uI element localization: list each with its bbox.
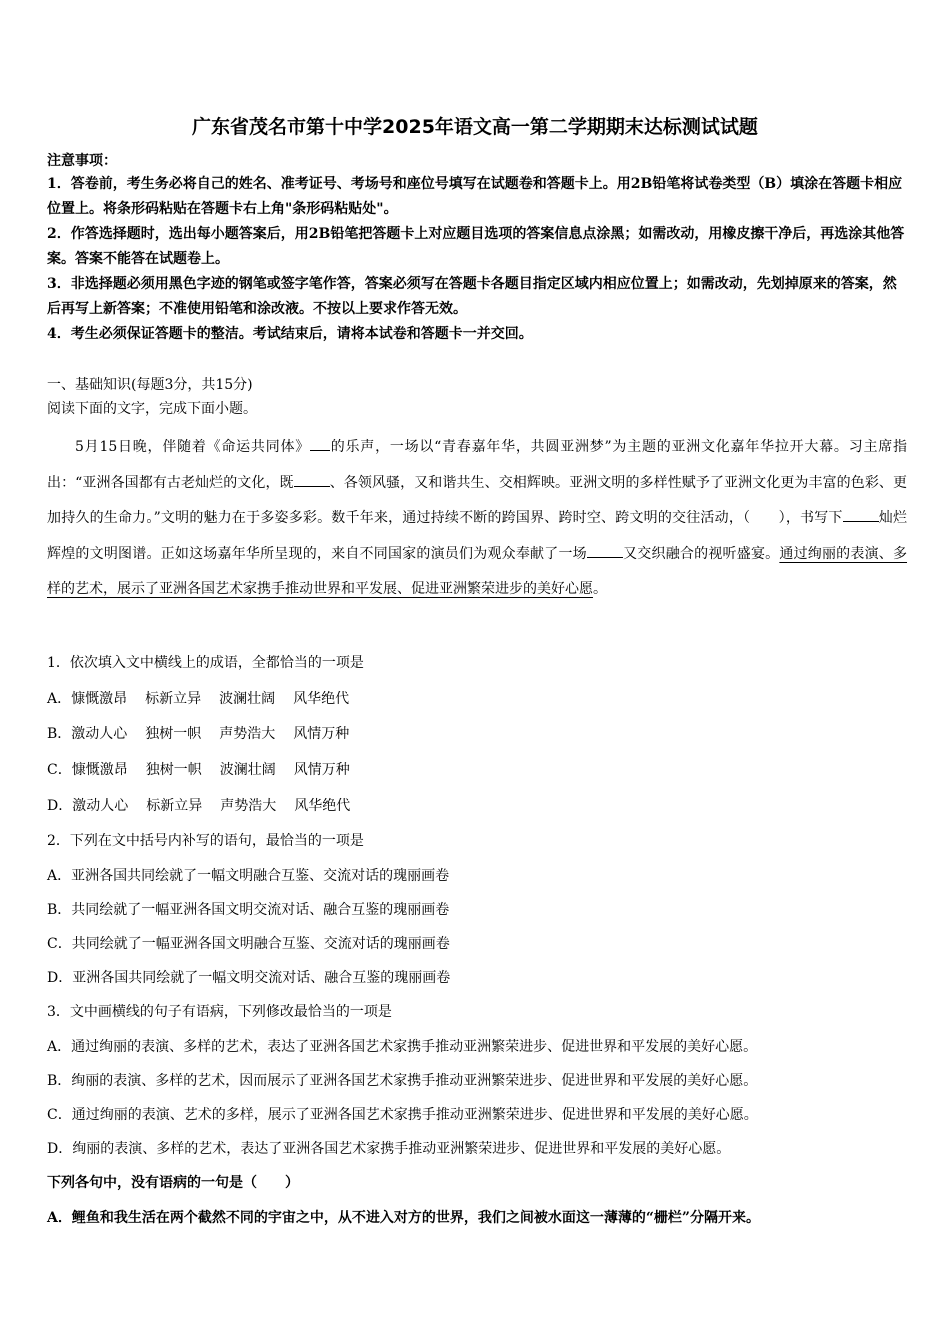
notice-item-3: 3．非选择题必须用黑色字迹的钢笔或签字笔作答，答案必须写在答题卡各题目指定区域内相应位置上；如需改动，先划掉原来的答案，然后再写上新答案；不准使用铅笔和涂改液。不按以上要求作答无效。 [47,276,897,317]
notice-item-1: 1．答卷前，考生务必将自己的姓名、准考证号、考场号和座位号填写在试题卷和答题卡上。用2B铅笔将试卷类型（B）填涂在答题卡相应位置上。将条形码粘贴在答题卡右上角"条形码粘贴处"。 [47,176,903,217]
option-word: 激动人心 [71,726,128,742]
q2-option-a: A．亚洲各国共同绘就了一幅文明融合互鉴、交流对话的瑰丽画卷 [47,868,450,884]
q3-option-d: D．绚丽的表演、多样的艺术，表达了亚洲各国艺术家携手推动亚洲繁荣进步、促进世界和平发展的美好心愿。 [47,1141,731,1157]
q1-option-c [47,759,368,781]
option-word: 风华绝代 [294,798,351,814]
q1-option-a [47,688,367,710]
section-heading: 一、基础知识(每题3分，共15分) [47,377,253,393]
option-word: 独树一帜 [145,762,202,778]
page-title: 广东省茂名市第十中学2025年语文高一第二学期期末达标测试试题 [192,116,758,138]
passage-part-1: 5月15日晚，伴随着《命运共同体》 [75,439,310,455]
q1-stem: 1．依次填入文中横线上的成语，全都恰当的一项是 [47,655,364,671]
option-word: 声势浩大 [220,798,277,814]
blank-1 [310,434,330,451]
q3-option-c: C．通过绚丽的表演、艺术的多样，展示了亚洲各国艺术家携手推动亚洲繁荣进步、促进世界和平发展的美好心愿。 [47,1107,758,1123]
blank-2 [294,470,330,487]
q4-stem: 下列各句中，没有语病的一句是（ ） [47,1175,299,1191]
notice-item-2: 2．作答选择题时，选出每小题答案后，用2B铅笔把答题卡上对应题目选项的答案信息点涂黑；如需改动，用橡皮擦干净后，再选涂其他答案。答案不能答在试题卷上。 [47,226,905,267]
q2-option-c: C．共同绘就了一幅亚洲各国文明融合互鉴、交流对话的瑰丽画卷 [47,936,450,952]
passage-part-3: 、各领风骚，又和谐共生、交相辉映。亚洲文明的多样性赋予了亚洲文化更为丰富的色彩、更加持久的生命力。”文明的魅力在于多姿多彩。数千年来，通过持续不断的跨国界、跨时空、跨文明的交往活动，（ ），书写下 [47,474,908,527]
option-label: B． [47,726,72,742]
passage-part-5: 又交织融合的视听盛宴。 [622,545,780,562]
option-label: C． [47,762,72,778]
q1-option-d [47,795,368,817]
q2-stem: 2．下列在文中括号内补写的语句，最恰当的一项是 [47,833,364,849]
reading-passage [47,430,907,608]
option-label: D． [47,798,73,814]
option-word: 标新立异 [146,798,203,814]
underlined-sentence: 通过绚丽的表演、多样的艺术，展示了亚洲各国艺术家携手推动世界和平发展、促进亚洲繁荣进步的美好心愿 [47,545,908,598]
q2-option-b: B．共同绘就了一幅亚洲各国文明交流对话、融合互鉴的瑰丽画卷 [47,902,450,918]
section-intro: 阅读下面的文字，完成下面小题。 [47,401,257,417]
blank-3 [843,505,879,522]
option-word: 声势浩大 [219,726,276,742]
option-word: 慷慨激昂 [71,762,128,778]
q4-option-a: A．鲤鱼和我生活在两个截然不同的宇宙之中，从不进入对方的世界，我们之间被水面这一薄薄的“栅栏”分隔开来。 [47,1210,760,1226]
option-word: 风情万种 [293,726,350,742]
notice-heading: 注意事项： [47,153,117,169]
q3-option-b: B．绚丽的表演、多样的艺术，因而展示了亚洲各国艺术家携手推动亚洲繁荣进步、促进世界和平发展的美好心愿。 [47,1073,758,1089]
option-word: 慷慨激昂 [71,691,128,707]
q3-option-a: A．通过绚丽的表演、多样的艺术，表达了亚洲各国艺术家携手推动亚洲繁荣进步、促进世界和平发展的美好心愿。 [47,1039,758,1055]
option-word: 风华绝代 [293,691,350,707]
option-word: 风情万种 [293,762,350,778]
option-word: 波澜壮阔 [219,762,276,778]
option-word: 波澜壮阔 [219,691,276,707]
passage-end: 。 [593,581,607,598]
option-word: 独树一帜 [145,726,202,742]
q1-option-b [47,723,367,745]
option-label: A． [47,691,72,707]
q3-stem: 3．文中画横线的句子有语病，下列修改最恰当的一项是 [47,1004,392,1020]
passage-part-2: 的乐声，一场以“青春嘉年华，共圆亚洲梦”为主题的亚洲文化嘉年华拉开大幕。习主席指出：“亚洲各国都有古老灿烂的文化，既 [47,439,907,491]
notice-section [47,150,907,347]
option-word: 标新立异 [145,691,202,707]
passage-part-4: 灿烂辉煌的文明图谱。正如这场嘉年华所呈现的，来自不同国家的演员们为观众奉献了一场 [47,510,908,562]
notice-item-4: 4．考生必须保证答题卡的整洁。考试结束后，请将本试卷和答题卡一并交回。 [47,326,533,342]
option-word: 激动人心 [72,798,129,814]
blank-4 [587,541,623,558]
q2-option-d: D．亚洲各国共同绘就了一幅文明交流对话、融合互鉴的瑰丽画卷 [47,970,451,986]
